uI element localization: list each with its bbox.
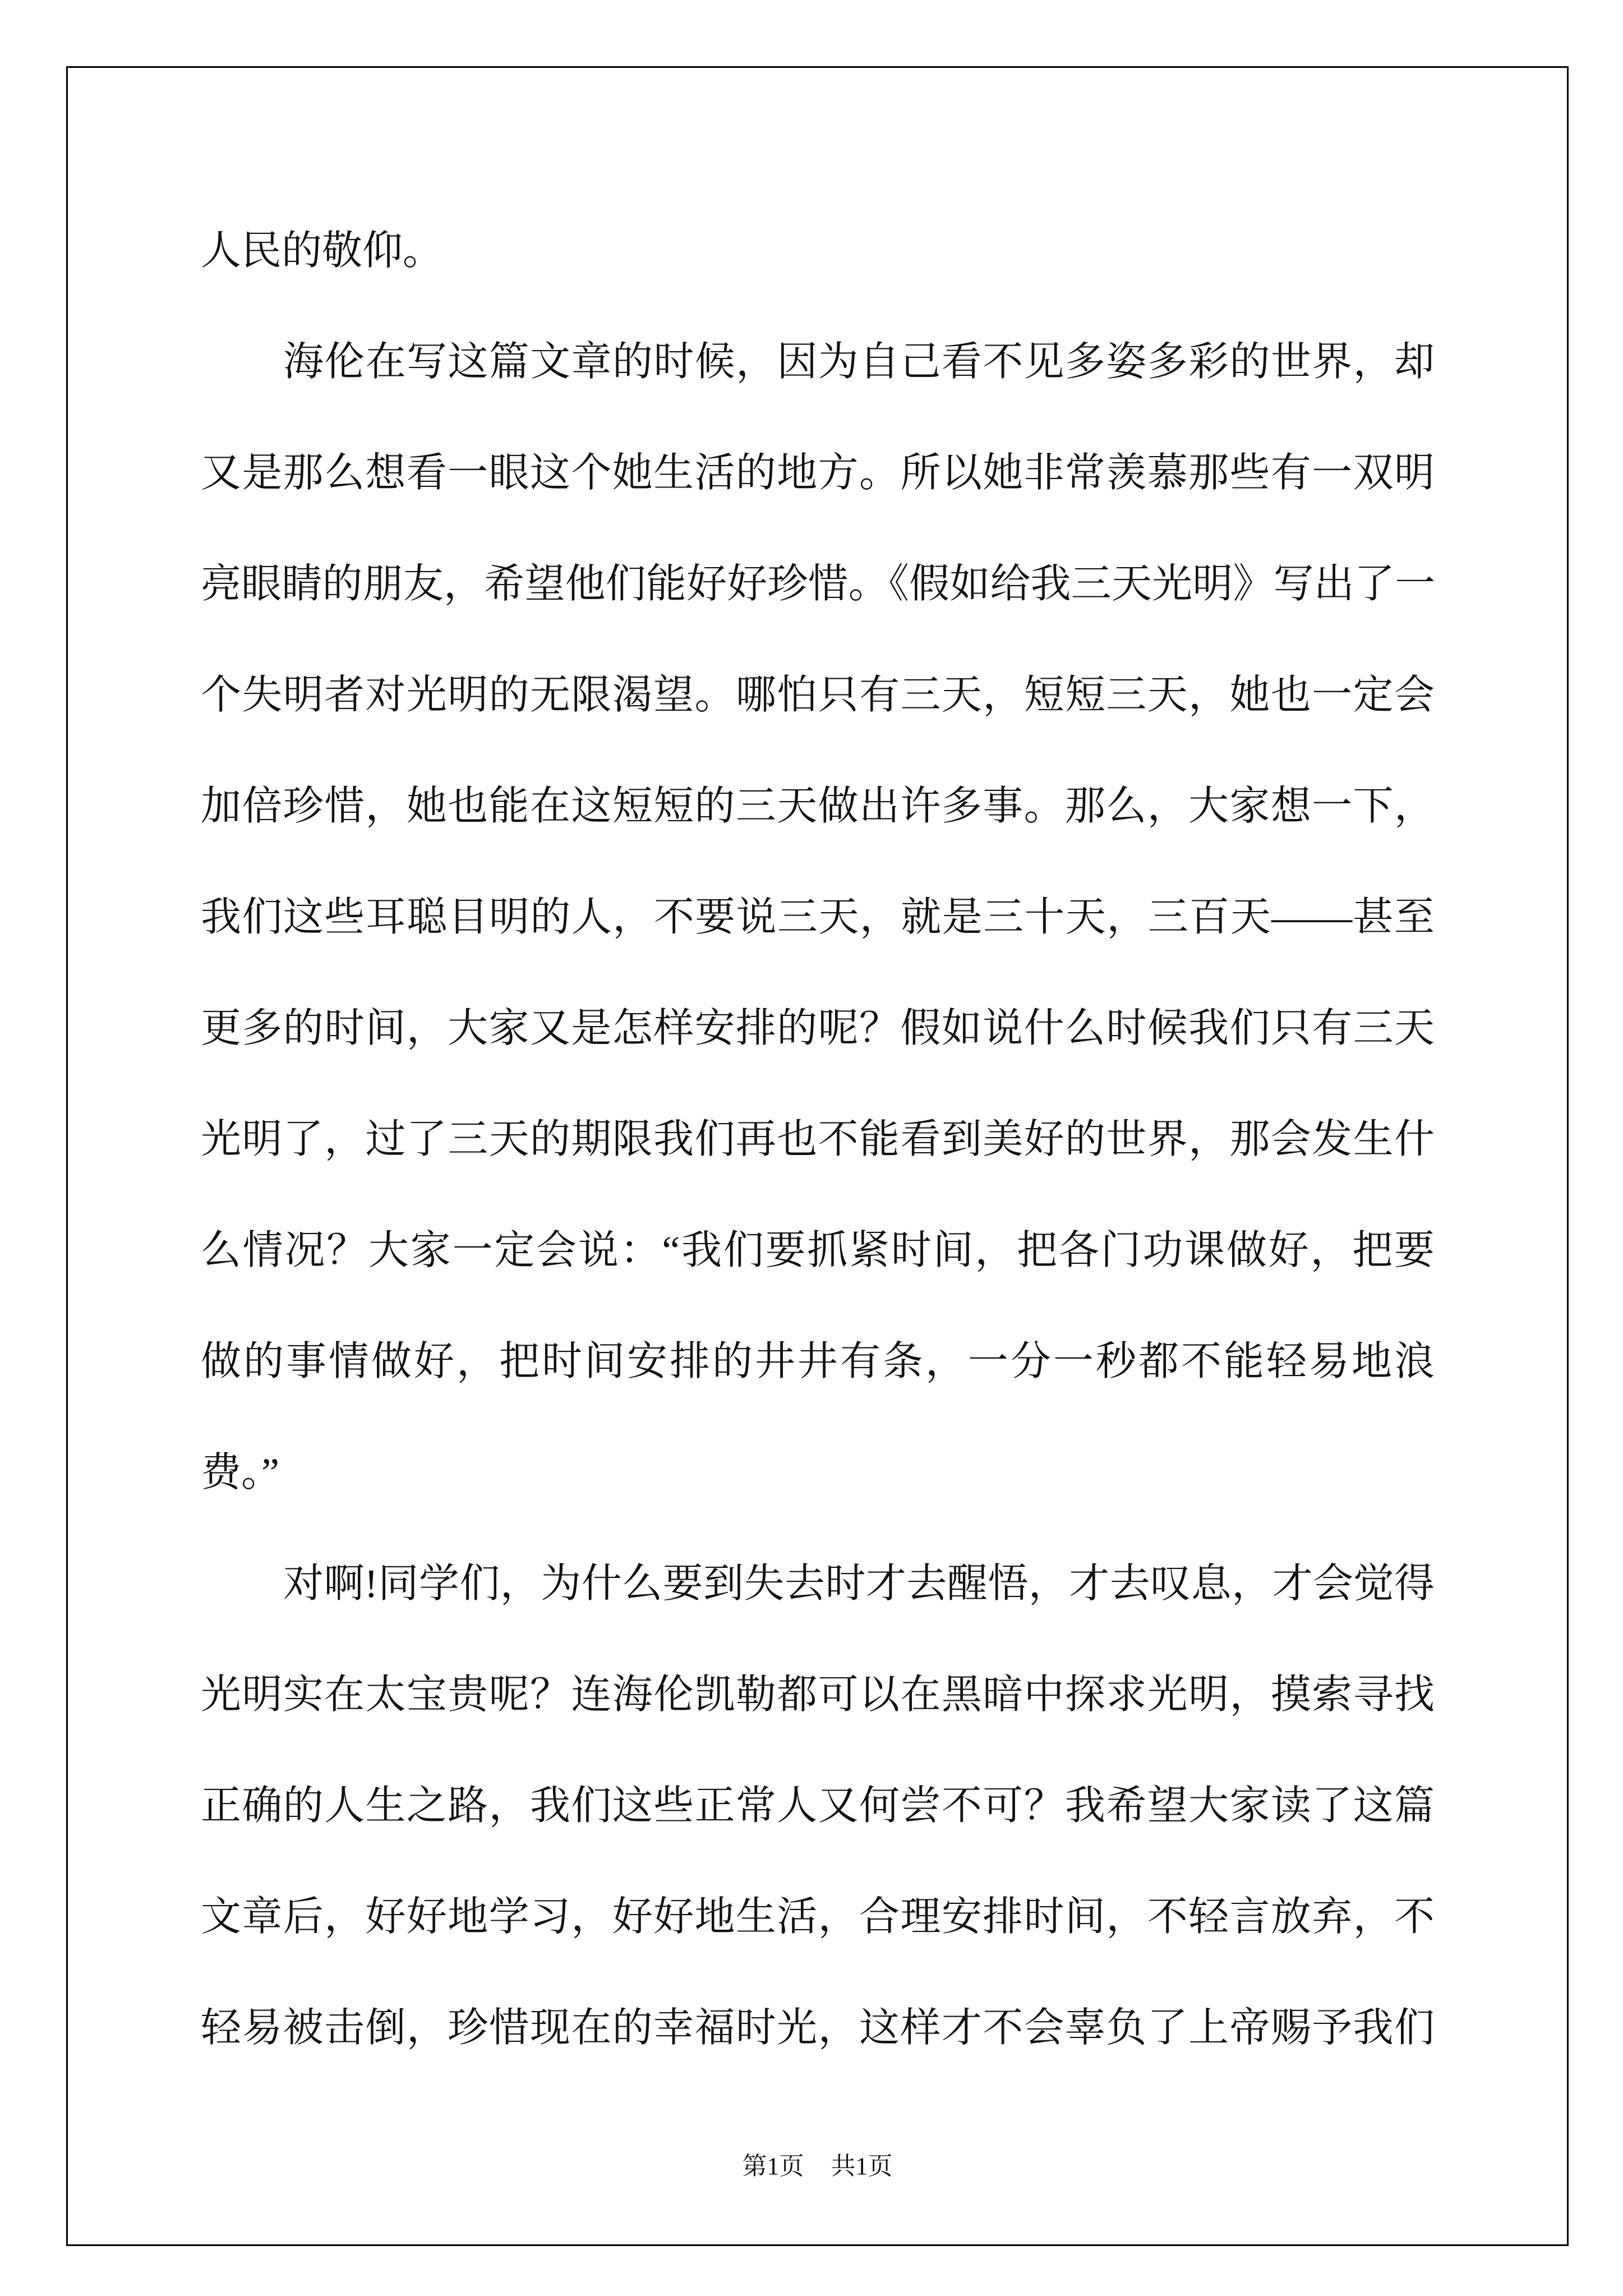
- text-line: 轻易被击倒，珍惜现在的幸福时光，这样才不会辜负了上帝赐予我们: [201, 2005, 1435, 2050]
- text-line: 个失明者对光明的无限渴望。哪怕只有三天，短短三天，她也一定会: [201, 673, 1435, 717]
- paragraph: [201, 306, 1435, 1528]
- text-line: 费。”: [201, 1450, 279, 1495]
- text-line: 我们这些耳聪目明的人，不要说三天，就是三十天，三百天——甚至: [201, 895, 1435, 940]
- text-line: 海伦在写这篇文章的时候，因为自己看不见多姿多彩的世界，却: [283, 339, 1435, 384]
- text-line: 光明实在太宝贵呢？连海伦凯勒都可以在黑暗中探求光明，摸索寻找: [201, 1672, 1435, 1717]
- text-line: 做的事情做好，把时间安排的井井有条，一分一秒都不能轻易地浪: [201, 1339, 1435, 1384]
- page-total: 共1页: [831, 2152, 893, 2180]
- paragraph: [201, 1528, 1435, 2083]
- text-line: 人民的敬仰。: [201, 228, 444, 273]
- text-line: 亮眼睛的朋友，希望他们能好好珍惜。《假如给我三天光明》写出了一: [201, 562, 1435, 606]
- page-footer: [66, 2143, 1569, 2190]
- text-line: 又是那么想看一眼这个她生活的地方。所以她非常羡慕那些有一双明: [201, 450, 1435, 495]
- text-line: 对啊!同学们，为什么要到失去时才去醒悟，才去叹息，才会觉得: [283, 1561, 1435, 1606]
- paragraph: [201, 195, 1435, 306]
- text-line: 正确的人生之路，我们这些正常人又何尝不可？我希望大家读了这篇: [201, 1783, 1435, 1828]
- text-line: 光明了，过了三天的期限我们再也不能看到美好的世界，那会发生什: [201, 1117, 1435, 1162]
- body-text: [201, 195, 1435, 2083]
- text-line: 么情况？大家一定会说：“我们要抓紧时间，把各门功课做好，把要: [201, 1228, 1435, 1273]
- text-line: 加倍珍惜，她也能在这短短的三天做出许多事。那么，大家想一下，: [201, 784, 1435, 829]
- text-line: 文章后，好好地学习，好好地生活，合理安排时间，不轻言放弃，不: [201, 1894, 1435, 1939]
- text-line: 更多的时间，大家又是怎样安排的呢？假如说什么时候我们只有三天: [201, 1006, 1435, 1051]
- page-number: 第1页: [742, 2152, 804, 2180]
